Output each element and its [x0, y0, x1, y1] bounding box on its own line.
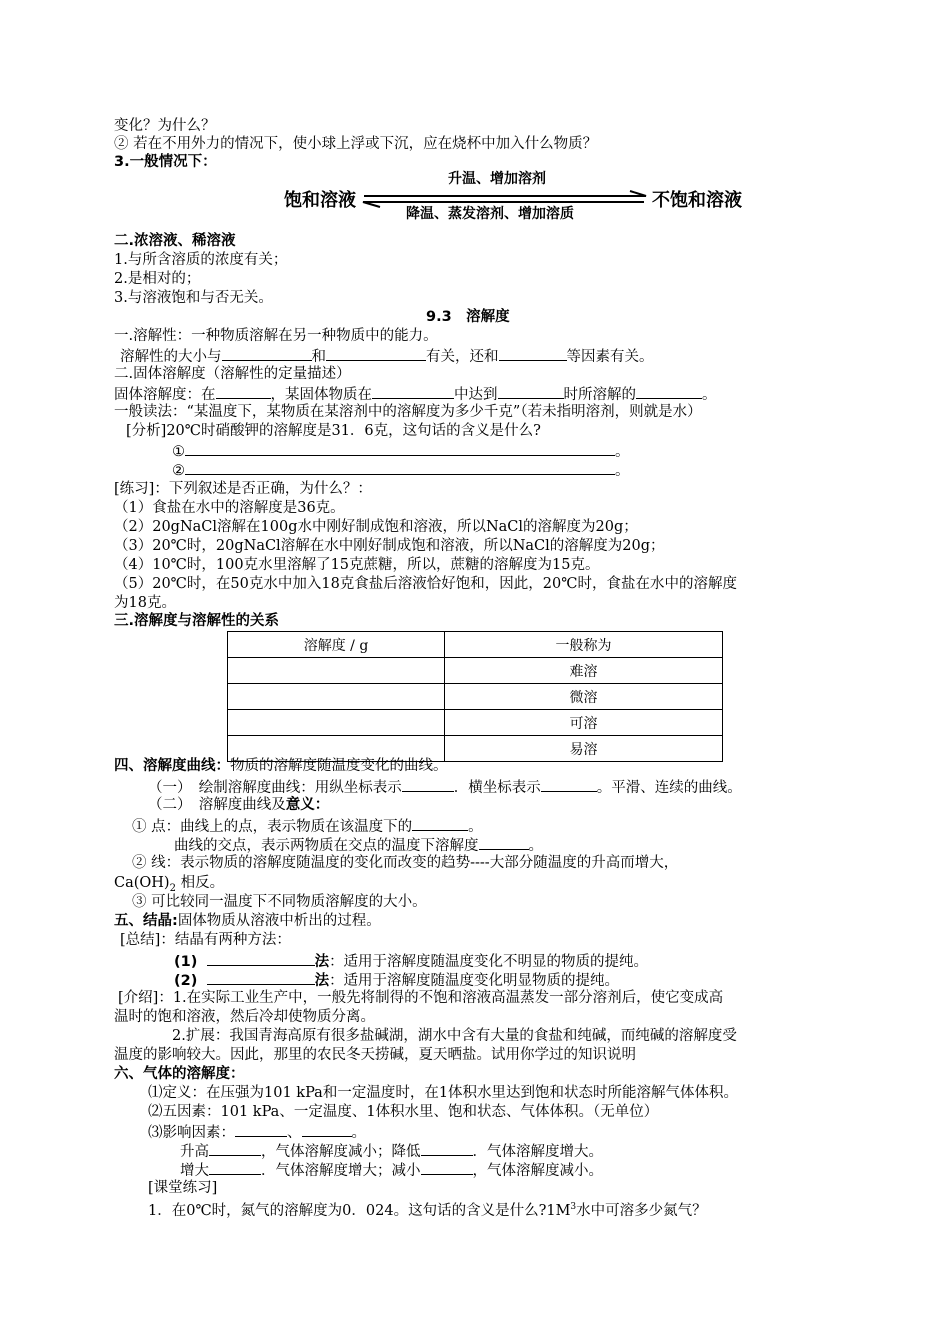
list-item: 1.与所含溶质的浓度有关； [114, 252, 288, 268]
double-arrow-icon [360, 190, 650, 208]
text-line: 曲线的交点，表示两物质在交点的温度下溶解度 。 [174, 835, 543, 856]
text-line: 一.溶解性：一种物质溶解在另一种物质中的能力。 [114, 328, 438, 344]
text-line: ② 线：表示物质的溶解度随温度的变化而改变的趋势----大部分随温度的升高而增大， [132, 855, 679, 871]
text-line: (1) 法：适用于溶解度随温度变化不明显的物质的提纯。 [174, 951, 648, 972]
list-item: （2）20gNaCl溶解在100g水中刚好制成饱和溶液，所以NaCl的溶解度为20g； [114, 519, 638, 535]
text-line: ③ 可比较同一温度下不同物质溶解度的大小。 [132, 894, 427, 910]
table-row [228, 658, 723, 684]
list-item: 为18克。 [114, 595, 176, 611]
diagram-upper-label: 升温、增加溶剂 [448, 171, 546, 187]
text-line: 固体溶解度：在 ，某固体物质在 中达到 时所溶解的 。 [114, 384, 717, 405]
table-cell: 易溶 [445, 736, 723, 762]
table-cell [228, 710, 445, 736]
text-line: ⑵五因素：101 kPa、一定温度、1体积水里、饱和状态、气体体积。（无单位） [148, 1104, 659, 1120]
list-item: （4）10℃时，100克水里溶解了15克蔗糖，所以，蔗糖的溶解度为15克。 [114, 557, 600, 573]
text-line: 2.扩展：我国青海高原有很多盐碱湖，湖水中含有大量的食盐和纯碱，而纯碱的溶解度受 [172, 1028, 737, 1044]
text-line: [分析]20℃时硝酸钾的溶解度是31．6克，这句话的含义是什么? [126, 423, 541, 439]
text-line: ① 点：曲线上的点，表示物质在该温度下的 。 [132, 816, 483, 837]
text-line: 1．在0℃时，氮气的溶解度为0．024。这句话的含义是什么$?1M^3$水中可溶多少氮气？ [148, 1202, 707, 1219]
answer-line: ② 。 [172, 460, 630, 481]
table-row [228, 632, 723, 658]
text-line: 变化？为什么？ [114, 118, 216, 134]
section-heading: 五、结晶:固体物质从溶液中析出的过程。 [114, 913, 381, 929]
table-cell: 可溶 [445, 710, 723, 736]
list-item: 2.是相对的； [114, 271, 201, 287]
section-heading: 六、气体的溶解度： [114, 1066, 245, 1082]
text-line: [介绍]：1.在实际工业生产中，一般先将制得的不饱和溶液高温蒸发一部分溶剂后，使它变成高 [118, 990, 724, 1006]
section-heading: 3.一般情况下： [114, 154, 217, 170]
section-heading: 三.溶解度与溶解性的关系 [114, 613, 280, 629]
page-title: 9.3 溶解度 [426, 309, 510, 325]
list-item: （1）食盐在水中的溶解度是36克。 [114, 500, 345, 516]
table-header: 一般称为 [445, 632, 723, 658]
text-line: （二） 溶解度曲线及意义： [148, 797, 330, 813]
text-line: 增大 ．气体溶解度增大；减小 ，气体溶解度减小。 [180, 1160, 603, 1181]
list-item: 3.与溶液饱和与否无关。 [114, 290, 273, 306]
text-line: 一般读法：“某温度下，某物质在某溶剂中的溶解度为多少千克”（若未指明溶剂，则就是水） [114, 404, 702, 420]
section-heading: 二.浓溶液、稀溶液 [114, 233, 236, 249]
section-heading: 四、溶解度曲线：物质的溶解度随温度变化的曲线。 [114, 758, 448, 774]
table-cell [228, 658, 445, 684]
diagram-lower-label: 降温、蒸发溶剂、增加溶质 [406, 206, 574, 222]
text-line: 温度的影响较大。因此，那里的农民冬天捞碱，夏天晒盐。试用你学过的知识说明 [114, 1047, 636, 1063]
table-cell: 微溶 [445, 684, 723, 710]
text-line: 溶解性的大小与 和 有关，还和 等因素有关。 [120, 346, 654, 367]
diagram-left-label: 饱和溶液 [284, 190, 356, 211]
text-line: $Ca(OH)_2$ 相反。 [114, 875, 225, 894]
text-line: [课堂练习] [148, 1180, 218, 1196]
list-item: （3）20℃时，20gNaCl溶解在水中刚好制成饱和溶液，所以NaCl的溶解度为20g； [114, 538, 665, 554]
text-line: （一） 绘制溶解度曲线：用纵坐标表示 ．横坐标表示 。平滑、连续的曲线。 [148, 777, 742, 798]
text-line: [练习]：下列叙述是否正确，为什么？： [114, 481, 372, 497]
text-line: 温时的饱和溶液，然后冷却使物质分离。 [114, 1009, 375, 1025]
text-line: [总结]：结晶有两种方法： [120, 932, 291, 948]
table-cell [228, 684, 445, 710]
table-cell: 难溶 [445, 658, 723, 684]
text-line: (2) 法：适用于溶解度随温度变化明显物质的提纯。 [174, 970, 619, 991]
text-line: ⑶影响因素： 、 。 [148, 1122, 366, 1143]
diagram-right-label: 不饱和溶液 [652, 190, 742, 211]
answer-line: ① 。 [172, 441, 630, 462]
table-row [228, 684, 723, 710]
text-line: 升高 ，气体溶解度减小；降低 ．气体溶解度增大。 [180, 1141, 603, 1162]
table-header: 溶解度 / g [228, 632, 445, 658]
text-line: ② 若在不用外力的情况下，使小球上浮或下沉，应在烧杯中加入什么物质？ [114, 136, 598, 152]
table-row [228, 710, 723, 736]
list-item: （5）20℃时，在50克水中加入18克食盐后溶液恰好饱和，因此，20℃时，食盐在水中的溶解度 [114, 576, 737, 592]
solubility-table [227, 631, 723, 762]
text-line: 二.固体溶解度（溶解性的定量描述） [114, 366, 351, 382]
text-line: ⑴定义：在压强为101 kPa和一定温度时，在1体积水里达到饱和状态时所能溶解气体体积。 [148, 1085, 739, 1101]
